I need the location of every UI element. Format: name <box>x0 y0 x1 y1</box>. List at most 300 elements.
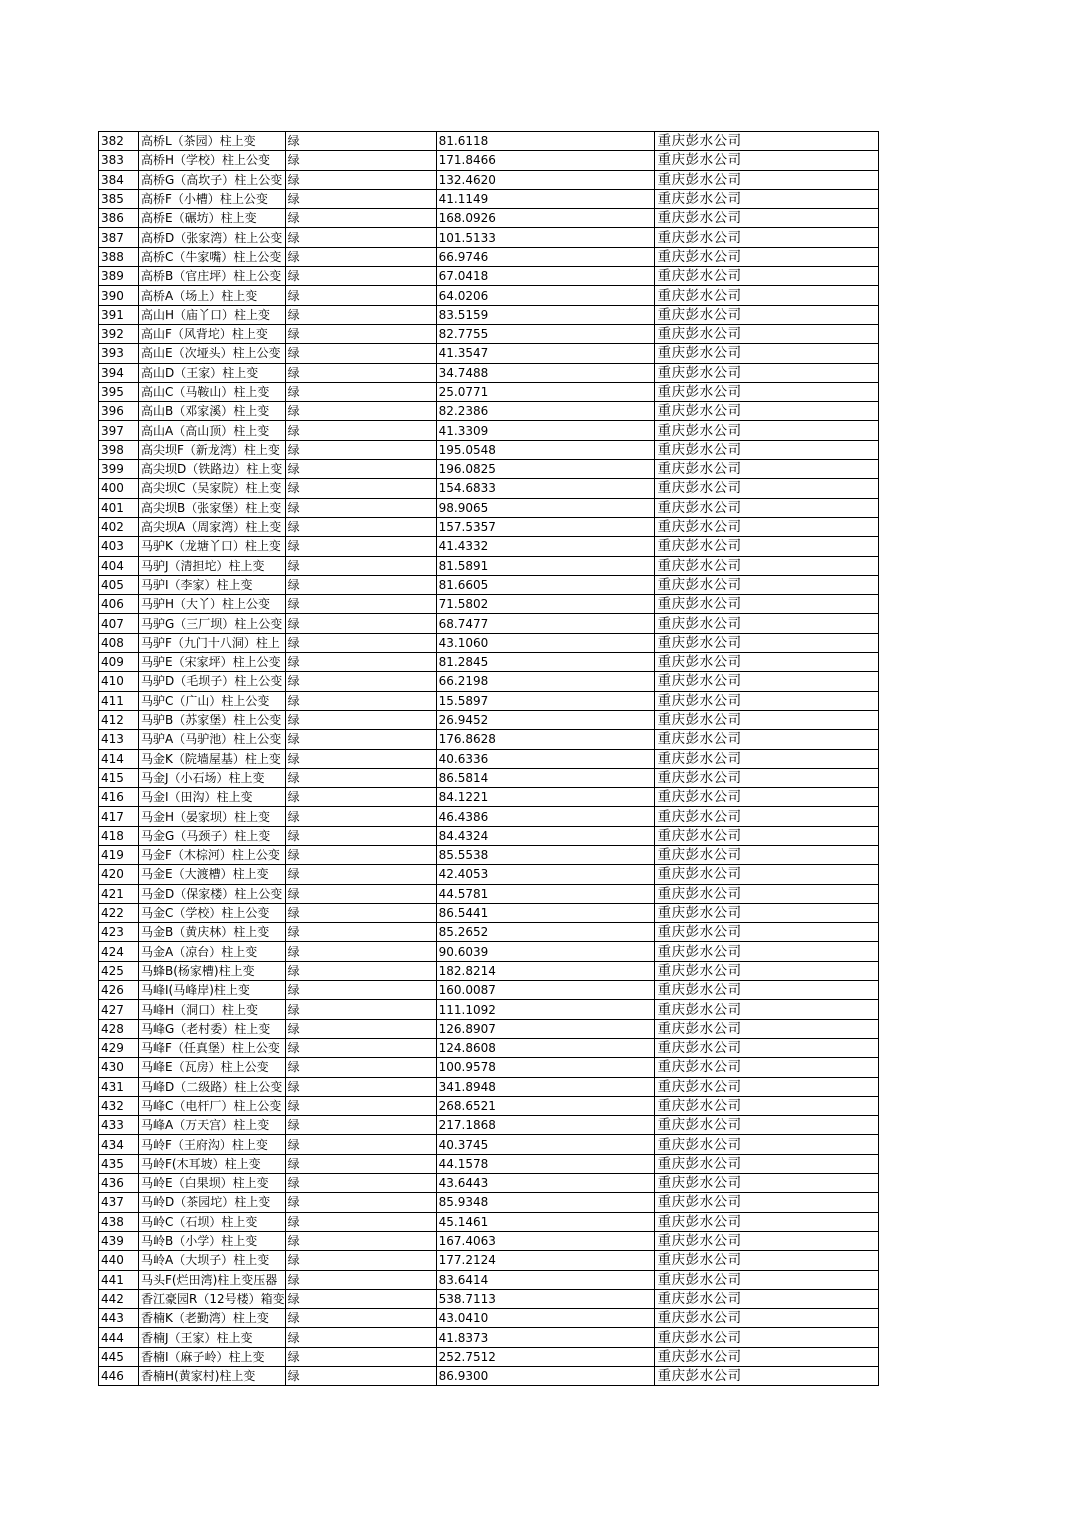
table-row <box>99 1154 879 1173</box>
row-number-cell: 441 <box>99 1270 139 1289</box>
table-row <box>99 189 879 208</box>
row-number-cell: 395 <box>99 382 139 401</box>
row-number-cell: 418 <box>99 826 139 845</box>
company-cell: 重庆彭水公司 <box>654 402 878 421</box>
value-cell: 196.0825 <box>436 460 654 479</box>
status-cell: 绿 <box>285 575 436 594</box>
company-cell: 重庆彭水公司 <box>654 749 878 768</box>
transformer-name-cell: 高桥A（场上）柱上变 <box>139 286 286 305</box>
status-cell: 绿 <box>285 421 436 440</box>
table-row <box>99 653 879 672</box>
table-row <box>99 1077 879 1096</box>
row-number-cell: 411 <box>99 691 139 710</box>
transformer-name-cell: 高山B（邓家溪）柱上变 <box>139 402 286 421</box>
value-cell: 126.8907 <box>436 1019 654 1038</box>
company-cell: 重庆彭水公司 <box>654 942 878 961</box>
company-cell: 重庆彭水公司 <box>654 1347 878 1366</box>
row-number-cell: 414 <box>99 749 139 768</box>
row-number-cell: 444 <box>99 1328 139 1347</box>
table-row <box>99 305 879 324</box>
value-cell: 195.0548 <box>436 440 654 459</box>
transformer-name-cell: 马驴D（毛坝子）柱上公变 <box>139 672 286 691</box>
row-number-cell: 407 <box>99 614 139 633</box>
row-number-cell: 432 <box>99 1096 139 1115</box>
company-cell: 重庆彭水公司 <box>654 1270 878 1289</box>
value-cell: 41.4332 <box>436 537 654 556</box>
status-cell: 绿 <box>285 363 436 382</box>
company-cell: 重庆彭水公司 <box>654 884 878 903</box>
row-number-cell: 421 <box>99 884 139 903</box>
row-number-cell: 426 <box>99 981 139 1000</box>
row-number-cell: 384 <box>99 170 139 189</box>
transformer-name-cell: 高尖坝A（周家湾）柱上变 <box>139 517 286 536</box>
table-row <box>99 209 879 228</box>
status-cell: 绿 <box>285 209 436 228</box>
row-number-cell: 446 <box>99 1367 139 1386</box>
value-cell: 41.1149 <box>436 189 654 208</box>
table-row <box>99 1270 879 1289</box>
table-row <box>99 324 879 343</box>
company-cell: 重庆彭水公司 <box>654 517 878 536</box>
company-cell: 重庆彭水公司 <box>654 1000 878 1019</box>
transformer-name-cell: 马金C（学校）柱上公变 <box>139 903 286 922</box>
value-cell: 41.3547 <box>436 344 654 363</box>
transformer-name-cell: 高尖坝C（吴家院）柱上变 <box>139 479 286 498</box>
row-number-cell: 445 <box>99 1347 139 1366</box>
value-cell: 81.6605 <box>436 575 654 594</box>
company-cell: 重庆彭水公司 <box>654 382 878 401</box>
status-cell: 绿 <box>285 807 436 826</box>
status-cell: 绿 <box>285 1077 436 1096</box>
transformer-name-cell: 高山A（高山顶）柱上变 <box>139 421 286 440</box>
company-cell: 重庆彭水公司 <box>654 537 878 556</box>
value-cell: 84.1221 <box>436 788 654 807</box>
table-row <box>99 1193 879 1212</box>
table-row <box>99 1328 879 1347</box>
table-row <box>99 749 879 768</box>
value-cell: 176.8628 <box>436 730 654 749</box>
row-number-cell: 389 <box>99 267 139 286</box>
status-cell: 绿 <box>285 440 436 459</box>
value-cell: 86.9300 <box>436 1367 654 1386</box>
value-cell: 98.9065 <box>436 498 654 517</box>
transformer-name-cell: 高桥B（官庄坪）柱上公变 <box>139 267 286 286</box>
status-cell: 绿 <box>285 961 436 980</box>
transformer-name-cell: 马峰G（老村委）柱上变 <box>139 1019 286 1038</box>
company-cell: 重庆彭水公司 <box>654 363 878 382</box>
company-cell: 重庆彭水公司 <box>654 1251 878 1270</box>
table-row <box>99 1367 879 1386</box>
transformer-name-cell: 香楠K（老勤湾）柱上变 <box>139 1309 286 1328</box>
row-number-cell: 383 <box>99 151 139 170</box>
transformer-name-cell: 高桥D（张家湾）柱上公变 <box>139 228 286 247</box>
table-row <box>99 961 879 980</box>
row-number-cell: 405 <box>99 575 139 594</box>
row-number-cell: 403 <box>99 537 139 556</box>
company-cell: 重庆彭水公司 <box>654 209 878 228</box>
company-cell: 重庆彭水公司 <box>654 923 878 942</box>
company-cell: 重庆彭水公司 <box>654 247 878 266</box>
row-number-cell: 423 <box>99 923 139 942</box>
transformer-name-cell: 马峰F（任真堡）柱上公变 <box>139 1038 286 1057</box>
company-cell: 重庆彭水公司 <box>654 1367 878 1386</box>
company-cell: 重庆彭水公司 <box>654 324 878 343</box>
transformer-name-cell: 马驴F（九门十八洞）柱上 <box>139 633 286 652</box>
company-cell: 重庆彭水公司 <box>654 1174 878 1193</box>
table-row <box>99 363 879 382</box>
value-cell: 252.7512 <box>436 1347 654 1366</box>
transformer-name-cell: 高桥E（碾坊）柱上变 <box>139 209 286 228</box>
value-cell: 167.4063 <box>436 1231 654 1250</box>
transformer-name-cell: 马岭C（石坝）柱上变 <box>139 1212 286 1231</box>
status-cell: 绿 <box>285 228 436 247</box>
row-number-cell: 443 <box>99 1309 139 1328</box>
table-body <box>99 132 879 1386</box>
table-row <box>99 942 879 961</box>
status-cell: 绿 <box>285 1309 436 1328</box>
status-cell: 绿 <box>285 749 436 768</box>
row-number-cell: 392 <box>99 324 139 343</box>
company-cell: 重庆彭水公司 <box>654 595 878 614</box>
transformer-name-cell: 高山F（风背坨）柱上变 <box>139 324 286 343</box>
company-cell: 重庆彭水公司 <box>654 865 878 884</box>
status-cell: 绿 <box>285 1019 436 1038</box>
status-cell: 绿 <box>285 903 436 922</box>
value-cell: 90.6039 <box>436 942 654 961</box>
value-cell: 538.7113 <box>436 1289 654 1308</box>
table-row <box>99 903 879 922</box>
row-number-cell: 415 <box>99 768 139 787</box>
value-cell: 111.1092 <box>436 1000 654 1019</box>
row-number-cell: 422 <box>99 903 139 922</box>
table-row <box>99 498 879 517</box>
value-cell: 124.8608 <box>436 1038 654 1057</box>
row-number-cell: 398 <box>99 440 139 459</box>
table-row <box>99 1174 879 1193</box>
value-cell: 67.0418 <box>436 267 654 286</box>
table-row <box>99 865 879 884</box>
table-row <box>99 826 879 845</box>
value-cell: 101.5133 <box>436 228 654 247</box>
table-row <box>99 788 879 807</box>
status-cell: 绿 <box>285 788 436 807</box>
status-cell: 绿 <box>285 768 436 787</box>
status-cell: 绿 <box>285 710 436 729</box>
company-cell: 重庆彭水公司 <box>654 845 878 864</box>
row-number-cell: 400 <box>99 479 139 498</box>
status-cell: 绿 <box>285 981 436 1000</box>
transformer-name-cell: 马驴B（苏家堡）柱上公变 <box>139 710 286 729</box>
status-cell: 绿 <box>285 1038 436 1057</box>
table-row <box>99 267 879 286</box>
transformer-name-cell: 马驴J（清担坨）柱上变 <box>139 556 286 575</box>
row-number-cell: 413 <box>99 730 139 749</box>
value-cell: 85.2652 <box>436 923 654 942</box>
company-cell: 重庆彭水公司 <box>654 305 878 324</box>
company-cell: 重庆彭水公司 <box>654 614 878 633</box>
transformer-name-cell: 马岭A（大坝子）柱上变 <box>139 1251 286 1270</box>
table-row <box>99 402 879 421</box>
company-cell: 重庆彭水公司 <box>654 768 878 787</box>
transformer-name-cell: 马金E（大渡槽）柱上变 <box>139 865 286 884</box>
company-cell: 重庆彭水公司 <box>654 1309 878 1328</box>
value-cell: 25.0771 <box>436 382 654 401</box>
row-number-cell: 402 <box>99 517 139 536</box>
table-row <box>99 884 879 903</box>
status-cell: 绿 <box>285 189 436 208</box>
status-cell: 绿 <box>285 845 436 864</box>
company-cell: 重庆彭水公司 <box>654 1193 878 1212</box>
value-cell: 66.9746 <box>436 247 654 266</box>
status-cell: 绿 <box>285 672 436 691</box>
row-number-cell: 439 <box>99 1231 139 1250</box>
status-cell: 绿 <box>285 1096 436 1115</box>
row-number-cell: 387 <box>99 228 139 247</box>
value-cell: 217.1868 <box>436 1116 654 1135</box>
status-cell: 绿 <box>285 267 436 286</box>
value-cell: 66.2198 <box>436 672 654 691</box>
status-cell: 绿 <box>285 1270 436 1289</box>
row-number-cell: 417 <box>99 807 139 826</box>
status-cell: 绿 <box>285 402 436 421</box>
table-row <box>99 595 879 614</box>
company-cell: 重庆彭水公司 <box>654 189 878 208</box>
status-cell: 绿 <box>285 1231 436 1250</box>
row-number-cell: 430 <box>99 1058 139 1077</box>
table-row <box>99 1347 879 1366</box>
company-cell: 重庆彭水公司 <box>654 1096 878 1115</box>
transformer-name-cell: 高桥F（小槽）柱上公变 <box>139 189 286 208</box>
value-cell: 26.9452 <box>436 710 654 729</box>
row-number-cell: 434 <box>99 1135 139 1154</box>
table-row <box>99 286 879 305</box>
table-row <box>99 845 879 864</box>
company-cell: 重庆彭水公司 <box>654 730 878 749</box>
value-cell: 40.3745 <box>436 1135 654 1154</box>
transformer-name-cell: 香楠H(黄家村)柱上变 <box>139 1367 286 1386</box>
table-row <box>99 440 879 459</box>
transformer-name-cell: 马金G（马颈子）柱上变 <box>139 826 286 845</box>
status-cell: 绿 <box>285 537 436 556</box>
value-cell: 182.8214 <box>436 961 654 980</box>
value-cell: 44.1578 <box>436 1154 654 1173</box>
transformer-name-cell: 马岭F(木耳坡）柱上变 <box>139 1154 286 1173</box>
company-cell: 重庆彭水公司 <box>654 286 878 305</box>
value-cell: 81.6118 <box>436 132 654 151</box>
company-cell: 重庆彭水公司 <box>654 421 878 440</box>
status-cell: 绿 <box>285 942 436 961</box>
status-cell: 绿 <box>285 1000 436 1019</box>
status-cell: 绿 <box>285 479 436 498</box>
company-cell: 重庆彭水公司 <box>654 440 878 459</box>
company-cell: 重庆彭水公司 <box>654 961 878 980</box>
company-cell: 重庆彭水公司 <box>654 556 878 575</box>
status-cell: 绿 <box>285 1058 436 1077</box>
company-cell: 重庆彭水公司 <box>654 1135 878 1154</box>
company-cell: 重庆彭水公司 <box>654 1038 878 1057</box>
transformer-name-cell: 马金A（凉台）柱上变 <box>139 942 286 961</box>
transformer-name-cell: 马金D（保家楼）柱上公变 <box>139 884 286 903</box>
transformer-name-cell: 马驴A（马驴池）柱上公变 <box>139 730 286 749</box>
transformer-name-cell: 马金B（黄庆林）柱上变 <box>139 923 286 942</box>
value-cell: 64.0206 <box>436 286 654 305</box>
table-row <box>99 807 879 826</box>
table-row <box>99 247 879 266</box>
transformer-name-cell: 马岭E（白果坝）柱上变 <box>139 1174 286 1193</box>
value-cell: 160.0087 <box>436 981 654 1000</box>
value-cell: 83.5159 <box>436 305 654 324</box>
company-cell: 重庆彭水公司 <box>654 1116 878 1135</box>
row-number-cell: 396 <box>99 402 139 421</box>
transformer-name-cell: 马峰I(马峰岸)柱上变 <box>139 981 286 1000</box>
table-row <box>99 633 879 652</box>
status-cell: 绿 <box>285 344 436 363</box>
table-row <box>99 170 879 189</box>
transformer-name-cell: 马峰H（洞口）柱上变 <box>139 1000 286 1019</box>
status-cell: 绿 <box>285 1154 436 1173</box>
row-number-cell: 409 <box>99 653 139 672</box>
row-number-cell: 382 <box>99 132 139 151</box>
row-number-cell: 406 <box>99 595 139 614</box>
value-cell: 177.2124 <box>436 1251 654 1270</box>
table-row <box>99 1058 879 1077</box>
value-cell: 85.9348 <box>436 1193 654 1212</box>
transformer-name-cell: 高尖坝D（铁路边）柱上变 <box>139 460 286 479</box>
status-cell: 绿 <box>285 595 436 614</box>
row-number-cell: 401 <box>99 498 139 517</box>
row-number-cell: 385 <box>99 189 139 208</box>
status-cell: 绿 <box>285 286 436 305</box>
company-cell: 重庆彭水公司 <box>654 344 878 363</box>
transformer-name-cell: 马驴H（大丫）柱上公变 <box>139 595 286 614</box>
value-cell: 43.6443 <box>436 1174 654 1193</box>
company-cell: 重庆彭水公司 <box>654 653 878 672</box>
table-row <box>99 1000 879 1019</box>
value-cell: 41.3309 <box>436 421 654 440</box>
status-cell: 绿 <box>285 1251 436 1270</box>
company-cell: 重庆彭水公司 <box>654 479 878 498</box>
row-number-cell: 397 <box>99 421 139 440</box>
transformer-name-cell: 香江豪园R（12号楼）箱变 <box>139 1289 286 1308</box>
transformer-name-cell: 马金H（晏家坝）柱上变 <box>139 807 286 826</box>
value-cell: 83.6414 <box>436 1270 654 1289</box>
table-row <box>99 710 879 729</box>
value-cell: 71.5802 <box>436 595 654 614</box>
row-number-cell: 433 <box>99 1116 139 1135</box>
value-cell: 46.4386 <box>436 807 654 826</box>
value-cell: 132.4620 <box>436 170 654 189</box>
transformer-name-cell: 高尖坝F（新龙湾）柱上变 <box>139 440 286 459</box>
table-row <box>99 614 879 633</box>
row-number-cell: 391 <box>99 305 139 324</box>
value-cell: 154.6833 <box>436 479 654 498</box>
transformer-name-cell: 高山H（庙丫口）柱上变 <box>139 305 286 324</box>
table-row <box>99 421 879 440</box>
transformer-name-cell: 马驴I（李家）柱上变 <box>139 575 286 594</box>
table-row <box>99 556 879 575</box>
transformer-name-cell: 马岭D（茶园坨）柱上变 <box>139 1193 286 1212</box>
status-cell: 绿 <box>285 1347 436 1366</box>
company-cell: 重庆彭水公司 <box>654 1231 878 1250</box>
company-cell: 重庆彭水公司 <box>654 710 878 729</box>
transformer-name-cell: 马岭B（小学）柱上变 <box>139 1231 286 1250</box>
table-row <box>99 1231 879 1250</box>
transformer-name-cell: 高桥L（茶园）柱上变 <box>139 132 286 151</box>
row-number-cell: 420 <box>99 865 139 884</box>
status-cell: 绿 <box>285 1174 436 1193</box>
row-number-cell: 410 <box>99 672 139 691</box>
status-cell: 绿 <box>285 498 436 517</box>
row-number-cell: 390 <box>99 286 139 305</box>
transformer-name-cell: 马峰C（电杆厂）柱上公变 <box>139 1096 286 1115</box>
status-cell: 绿 <box>285 614 436 633</box>
company-cell: 重庆彭水公司 <box>654 672 878 691</box>
row-number-cell: 436 <box>99 1174 139 1193</box>
table-row <box>99 1038 879 1057</box>
table-row <box>99 575 879 594</box>
table-row <box>99 923 879 942</box>
row-number-cell: 431 <box>99 1077 139 1096</box>
company-cell: 重庆彭水公司 <box>654 151 878 170</box>
value-cell: 40.6336 <box>436 749 654 768</box>
status-cell: 绿 <box>285 1212 436 1231</box>
company-cell: 重庆彭水公司 <box>654 826 878 845</box>
company-cell: 重庆彭水公司 <box>654 807 878 826</box>
status-cell: 绿 <box>285 1289 436 1308</box>
transformer-name-cell: 高桥C（牛家嘴）柱上公变 <box>139 247 286 266</box>
value-cell: 157.5357 <box>436 517 654 536</box>
status-cell: 绿 <box>285 633 436 652</box>
row-number-cell: 412 <box>99 710 139 729</box>
company-cell: 重庆彭水公司 <box>654 575 878 594</box>
company-cell: 重庆彭水公司 <box>654 691 878 710</box>
transformer-name-cell: 马驴G（三厂坝）柱上公变 <box>139 614 286 633</box>
company-cell: 重庆彭水公司 <box>654 1058 878 1077</box>
company-cell: 重庆彭水公司 <box>654 228 878 247</box>
row-number-cell: 428 <box>99 1019 139 1038</box>
table-row <box>99 151 879 170</box>
company-cell: 重庆彭水公司 <box>654 633 878 652</box>
status-cell: 绿 <box>285 556 436 575</box>
row-number-cell: 399 <box>99 460 139 479</box>
row-number-cell: 440 <box>99 1251 139 1270</box>
company-cell: 重庆彭水公司 <box>654 267 878 286</box>
value-cell: 171.8466 <box>436 151 654 170</box>
value-cell: 86.5441 <box>436 903 654 922</box>
company-cell: 重庆彭水公司 <box>654 498 878 517</box>
table-row <box>99 479 879 498</box>
table-row <box>99 1096 879 1115</box>
transformer-name-cell: 香楠I（麻子岭）柱上变 <box>139 1347 286 1366</box>
value-cell: 68.7477 <box>436 614 654 633</box>
row-number-cell: 419 <box>99 845 139 864</box>
value-cell: 43.0410 <box>436 1309 654 1328</box>
table-row <box>99 132 879 151</box>
transformer-name-cell: 马驴C（广山）柱上公变 <box>139 691 286 710</box>
row-number-cell: 427 <box>99 1000 139 1019</box>
value-cell: 84.4324 <box>436 826 654 845</box>
transformer-name-cell: 马金J（小石场）柱上变 <box>139 768 286 787</box>
status-cell: 绿 <box>285 460 436 479</box>
table-row <box>99 1309 879 1328</box>
transformer-name-cell: 马岭F（王府沟）柱上变 <box>139 1135 286 1154</box>
transformer-name-cell: 高山D（王家）柱上变 <box>139 363 286 382</box>
transformer-name-cell: 马金I（田沟）柱上变 <box>139 788 286 807</box>
status-cell: 绿 <box>285 730 436 749</box>
transformer-name-cell: 马峰A（万天宫）柱上变 <box>139 1116 286 1135</box>
status-cell: 绿 <box>285 324 436 343</box>
value-cell: 82.2386 <box>436 402 654 421</box>
